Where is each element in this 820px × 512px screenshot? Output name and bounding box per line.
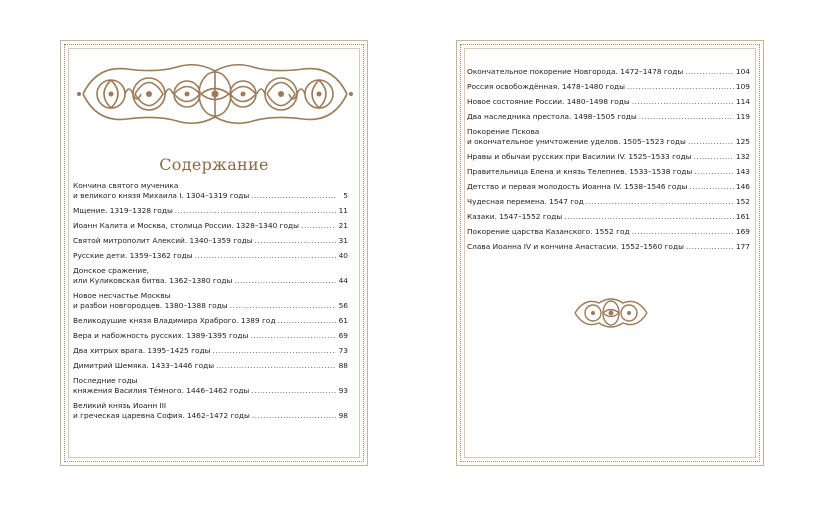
table-of-contents-right — [467, 67, 750, 257]
toc-entry-title-line: Великодушие князя Владимира Храброго. 1389 год — [73, 316, 276, 325]
toc-entry-row — [73, 221, 348, 231]
toc-entry-row — [73, 206, 348, 216]
toc-entry — [467, 97, 750, 107]
toc-entry-title-line: княжения Василия Тёмного. 1446–1462 годы — [73, 386, 250, 395]
dot-leader — [564, 212, 734, 222]
toc-entry-title-line: Димитрий Шемяка. 1433–1446 годы — [73, 361, 215, 370]
toc-entry — [467, 197, 750, 207]
toc-page-number: 88 — [338, 361, 348, 370]
dot-leader — [685, 67, 734, 77]
toc-entry-row — [73, 361, 348, 371]
toc-page-number: 31 — [338, 236, 348, 245]
toc-entry-row — [467, 182, 750, 192]
toc-page-number: 169 — [735, 227, 750, 236]
toc-entry-row — [467, 67, 750, 77]
toc-page-number: 5 — [343, 191, 348, 200]
toc-page-number: 69 — [338, 331, 348, 340]
toc-entry-title-line: Слава Иоанна IV и кончина Анастасии. 1552–1560 годы — [467, 242, 684, 251]
toc-entry-title-line: Чудесная перемена. 1547 год — [467, 197, 584, 206]
toc-page-number: 11 — [338, 206, 348, 215]
toc-entry-title-line: и великого князя Михаила I. 1304–1319 годы — [73, 191, 250, 200]
dot-leader — [234, 276, 336, 286]
toc-entry-row — [73, 386, 348, 396]
toc-entry — [73, 251, 348, 261]
toc-entry-row — [73, 346, 348, 356]
toc-entry-title-line: Донское сражение, — [73, 266, 150, 275]
toc-page-number: 73 — [338, 346, 348, 355]
toc-entry-row — [73, 301, 348, 311]
dot-leader — [251, 386, 336, 396]
right-page — [456, 40, 764, 466]
toc-entry-title-line: Покорение царства Казанского. 1552 год — [467, 227, 630, 236]
toc-page-number: 177 — [735, 242, 750, 251]
toc-entry-title-line: и греческая царевна София. 1462–1472 годы — [73, 411, 250, 420]
toc-page-number: 40 — [338, 251, 348, 260]
toc-entry-title-line: Правительница Елена и князь Телепнев. 1533–1538 годы — [467, 167, 693, 176]
toc-entry-row — [467, 167, 750, 177]
toc-page-number: 161 — [735, 212, 750, 221]
dot-leader — [632, 97, 734, 107]
toc-entry — [467, 67, 750, 77]
toc-entry — [73, 376, 348, 396]
dot-leader — [627, 82, 734, 92]
toc-page-number: 98 — [338, 411, 348, 420]
toc-entry-row — [73, 411, 348, 421]
toc-entry-row — [467, 82, 750, 92]
toc-entry-row — [467, 227, 750, 237]
dot-leader — [301, 221, 336, 231]
toc-entry — [467, 82, 750, 92]
dot-leader — [195, 251, 336, 261]
dot-leader — [632, 227, 734, 237]
toc-page-number: 152 — [735, 197, 750, 206]
toc-entry-title-line: Окончательное покорение Новгорода. 1472–1478 годы — [467, 67, 684, 76]
toc-entry — [73, 316, 348, 326]
toc-entry-row — [73, 251, 348, 261]
small-scroll-ornament-icon — [571, 293, 651, 333]
toc-page-number: 93 — [338, 386, 348, 395]
toc-entry — [73, 206, 348, 216]
toc-entry — [73, 361, 348, 371]
toc-entry-row — [73, 191, 348, 201]
toc-entry-row — [467, 152, 750, 162]
toc-entry-title-line: Два наследника престола. 1498–1505 годы — [467, 112, 637, 121]
toc-entry — [467, 182, 750, 192]
toc-entry — [73, 401, 348, 421]
toc-entry-title-line: Вера и набожность русских. 1389-1395 годы — [73, 331, 249, 340]
dot-leader — [278, 316, 336, 326]
dot-leader — [694, 167, 734, 177]
toc-entry-title-line: Два хитрых врага. 1395–1425 годы — [73, 346, 211, 355]
toc-entry-row — [73, 316, 348, 326]
toc-entry-title-line: Кончина святого мученика — [73, 181, 179, 190]
toc-entry-title-line: Покорение Пскова — [467, 127, 540, 136]
dot-leader — [250, 331, 336, 341]
toc-entry-title-line: Новое несчастье Москвы — [73, 291, 171, 300]
toc-entry-title-line: Новое состояние России. 1480–1498 годы — [467, 97, 630, 106]
left-page — [60, 40, 368, 466]
dot-leader — [586, 197, 734, 207]
toc-entry-row — [467, 212, 750, 222]
dot-leader — [230, 301, 336, 311]
dot-leader — [216, 361, 336, 371]
toc-entry-row — [467, 97, 750, 107]
toc-entry-title-line: Мщение. 1319–1328 годы — [73, 206, 173, 215]
toc-entry — [73, 331, 348, 341]
toc-entry-title-line: Иоанн Калита и Москва, столица России. 1328–1340 годы — [73, 221, 299, 230]
toc-page-number: 125 — [735, 137, 750, 146]
dot-leader — [255, 236, 336, 246]
dot-leader — [686, 242, 734, 252]
toc-entry-row — [467, 112, 750, 122]
toc-entry — [467, 152, 750, 162]
toc-entry — [73, 221, 348, 231]
table-of-contents-left — [73, 181, 348, 426]
dot-leader — [689, 182, 734, 192]
toc-entry-row — [73, 331, 348, 341]
toc-page-number: 21 — [338, 221, 348, 230]
dot-leader — [252, 411, 336, 421]
toc-entry — [73, 181, 348, 201]
dot-leader — [175, 206, 336, 216]
toc-entry — [73, 346, 348, 356]
dot-leader — [212, 346, 336, 356]
toc-entry-title-line: Детство и первая молодость Иоанна IV. 1538–1546 годы — [467, 182, 688, 191]
toc-page-number: 61 — [338, 316, 348, 325]
toc-entry-title-line: и разбои новгородцев. 1380–1388 годы — [73, 301, 228, 310]
toc-entry-row — [73, 276, 348, 286]
toc-entry-title-line: Великий князь Иоанн III — [73, 401, 167, 410]
toc-entry-title-line: Нравы и обычаи русских при Василии IV. 1525–1533 годы — [467, 152, 692, 161]
toc-entry — [467, 242, 750, 252]
toc-entry — [467, 227, 750, 237]
toc-entry-title-line: или Куликовская битва. 1362–1380 годы — [73, 276, 233, 285]
scroll-ornament-icon — [77, 59, 353, 129]
toc-entry — [467, 212, 750, 222]
dot-leader — [639, 112, 734, 122]
toc-page-number: 104 — [735, 67, 750, 76]
toc-page-number: 109 — [735, 82, 750, 91]
toc-entry-row — [467, 197, 750, 207]
toc-entry — [73, 236, 348, 246]
toc-entry-title-line: Казаки. 1547–1552 годы — [467, 212, 563, 221]
dot-leader — [688, 137, 734, 147]
toc-entry-title-line: и окончательное уничтожение уделов. 1505–1523 годы — [467, 137, 686, 146]
toc-entry-row — [467, 242, 750, 252]
toc-entry — [73, 291, 348, 311]
toc-page-number: 119 — [735, 112, 750, 121]
toc-page-number: 114 — [735, 97, 750, 106]
toc-entry — [467, 127, 750, 147]
dot-leader — [251, 191, 336, 201]
toc-entry-row — [467, 137, 750, 147]
toc-entry-title-line: Россия освобождённая. 1478–1480 годы — [467, 82, 625, 91]
toc-entry-title-line: Святой митрополит Алексий. 1340–1359 годы — [73, 236, 253, 245]
toc-page-number: 146 — [735, 182, 750, 191]
toc-page-number: 132 — [735, 152, 750, 161]
toc-entry — [467, 167, 750, 177]
toc-entry — [73, 266, 348, 286]
toc-page-number: 44 — [338, 276, 348, 285]
page-title: Содержание — [159, 155, 269, 174]
dot-leader — [693, 152, 733, 162]
toc-entry-row — [73, 236, 348, 246]
toc-page-number: 143 — [735, 167, 750, 176]
toc-entry-title-line: Русские дети. 1359–1362 годы — [73, 251, 193, 260]
toc-entry-title-line: Последние годы — [73, 376, 138, 385]
toc-page-number: 56 — [338, 301, 348, 310]
toc-entry — [467, 112, 750, 122]
